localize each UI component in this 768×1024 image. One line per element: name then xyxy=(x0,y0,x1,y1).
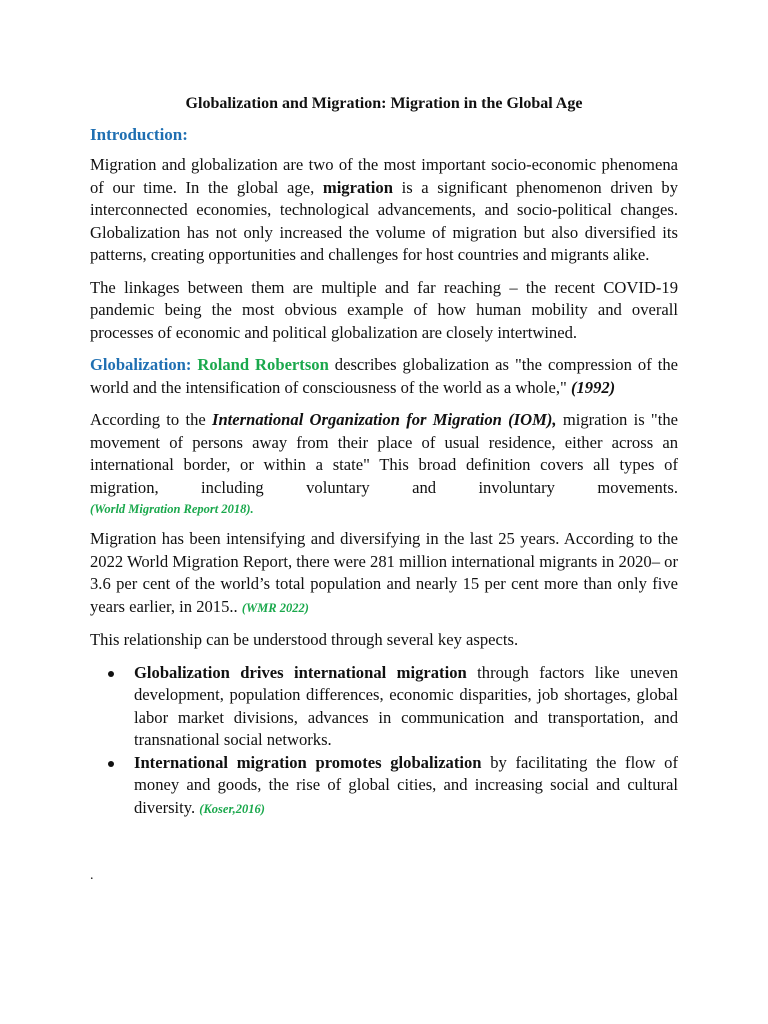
para1-text-after: is a significant phenomenon driven by interconnected economies, technological advancements, and socio-political changes. Globalization has not only increased the volume of migration but also diversified its patterns, creating opportunities and challenges for host countries and migrants alike. xyxy=(90,177,679,264)
bullet-dot-icon xyxy=(108,761,114,767)
paragraph-globalization-definition xyxy=(90,354,678,399)
bullet-text: through factors like uneven development, population differences, economic disparities, job shortages, global labor market divisions, advances in communication and transportation, and transnational social networks. xyxy=(134,662,678,749)
citation-wmr-2018: (World Migration Report 2018). xyxy=(90,502,254,516)
globalization-label: Globalization: xyxy=(90,355,192,374)
bullet-dot-icon xyxy=(108,671,114,677)
trailing-mark: . xyxy=(90,868,94,883)
para5-text: Migration has been intensifying and diversifying in the last 25 years. According to the 2022 World Migration Report, there were 281 million international migrants in 2020– or 3.6 per cent of the world’s total population and nearly 15 per cent more than only five years earlier, in 2015.. xyxy=(90,529,678,616)
para4-text-after: migration is "the movement of persons away from their place of usual residence, either across an international border, or within a state" This broad definition covers all types of migration, including voluntary and involuntary movements. xyxy=(90,410,678,497)
paragraph-intro xyxy=(90,154,678,267)
key-aspects-list xyxy=(90,662,678,821)
citation-koser-2016: (Koser,2016) xyxy=(199,801,265,816)
paragraph-migration-stats xyxy=(90,528,678,619)
list-item xyxy=(134,662,678,752)
para4-org: International Organization for Migration (IOM), xyxy=(212,410,557,429)
robertson-name: Roland Robertson xyxy=(197,355,329,374)
para3-text: describes globalization as "the compression of the world and the intensification of consciousness of the world as a whole," xyxy=(90,355,678,397)
bullet-bold-text: Globalization drives international migration xyxy=(134,662,467,682)
bullet-text: by facilitating the flow of money and goods, the rise of global cities, and increasing social and cultural diversity. xyxy=(134,752,678,817)
paragraph-linkages: The linkages between them are multiple and far reaching – the recent COVID-19 pandemic being the most obvious example of how human mobility and overall processes of economic and political globalization are closely intertwined. xyxy=(90,277,678,342)
list-item xyxy=(134,752,678,821)
para1-text-before: Migration and globalization are two of the most important socio-economic phenomena of our time. In the global age, xyxy=(90,155,678,197)
paragraph-iom-definition xyxy=(90,409,678,499)
para3-year: (1992) xyxy=(570,377,616,397)
para1-bold-migration: migration xyxy=(322,177,393,197)
citation-wmr-2022: (WMR 2022) xyxy=(241,600,309,615)
intro-heading: Introduction: xyxy=(90,125,188,144)
para4-text-before: According to the xyxy=(90,410,212,429)
paragraph-key-aspects: This relationship can be understood through several key aspects. xyxy=(90,630,519,649)
document-title: Globalization and Migration: Migration in the Global Age xyxy=(185,95,583,112)
bullet-bold-text: International migration promotes globalization xyxy=(134,752,482,772)
